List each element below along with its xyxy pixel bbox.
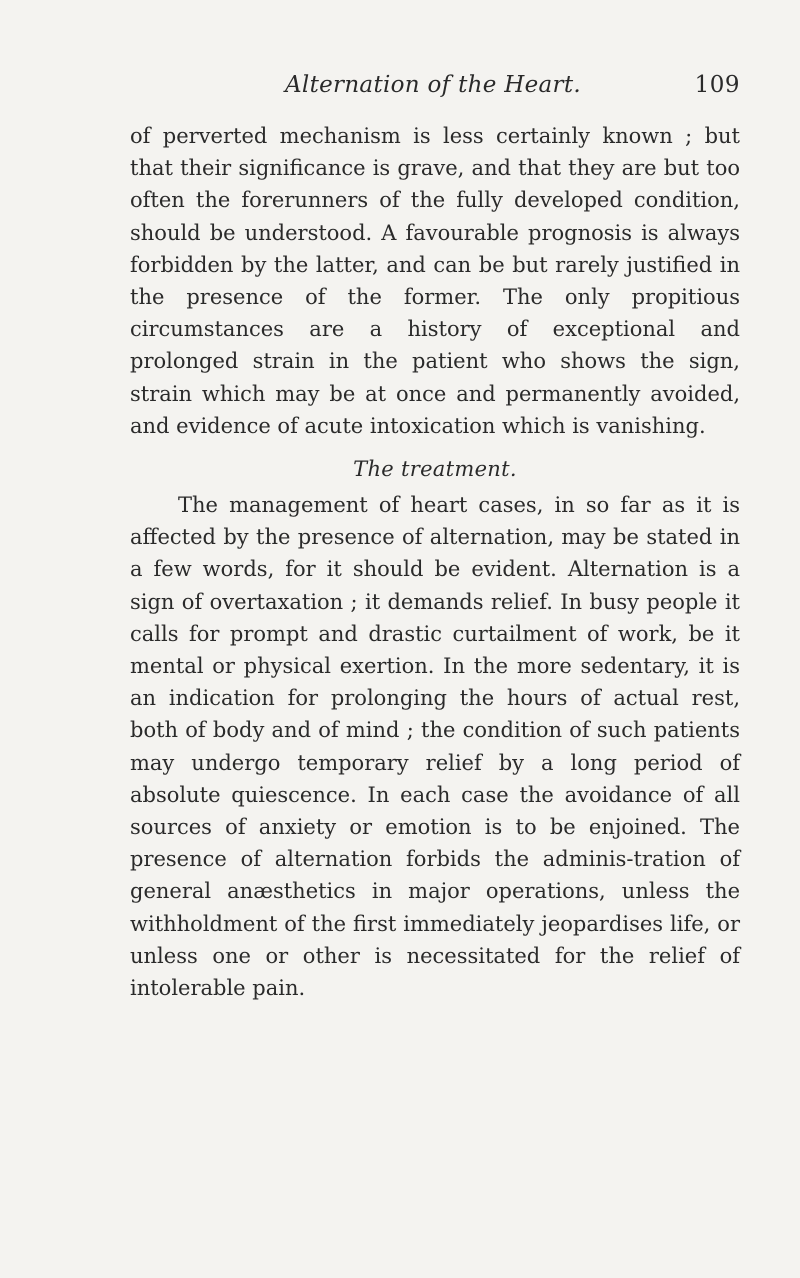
running-title: Alternation of the Heart. xyxy=(285,72,581,98)
section-heading: The treatment. xyxy=(353,457,517,482)
paragraph-treatment: The management of heart cases, in so far as it is affected by the presence of alternation, may be stated in a few words, for it should be evident. Alternation is a sign of overtaxation ; it demands relief. In busy people it calls for prompt and drastic curtailment of work, be it mental or physical exertion. In the more sedentary, it is an indication for prolonging the hours of actual rest, both of body and of mind ; the condition of such patients may undergo temporary relief by a long period of absolute quiescence. In each case the avoidance of all sources of anxiety or emotion is to be enjoined. The presence of alternation forbids the adminis-tration of general anæsthetics in major operations, unless the withholdment of the first immediately jeopardises life, or unless one or other is necessitated for the relief of intolerable pain. xyxy=(130,493,740,1001)
page-number: 109 xyxy=(694,72,740,98)
body-text xyxy=(130,120,740,1004)
paragraph-continued: of perverted mechanism is less certainly known ; but that their significance is grave, and that they are but too often the forerunners of the fully developed condition, should be understood. A favourable prognosis is always forbidden by the latter, and can be but rarely justified in the presence of the former. The only propitious circumstances are a history of exceptional and prolonged strain in the patient who shows the sign, strain which may be at once and permanently avoided, and evidence of acute intoxication which is vanishing. xyxy=(130,124,740,438)
running-head xyxy=(130,72,740,108)
